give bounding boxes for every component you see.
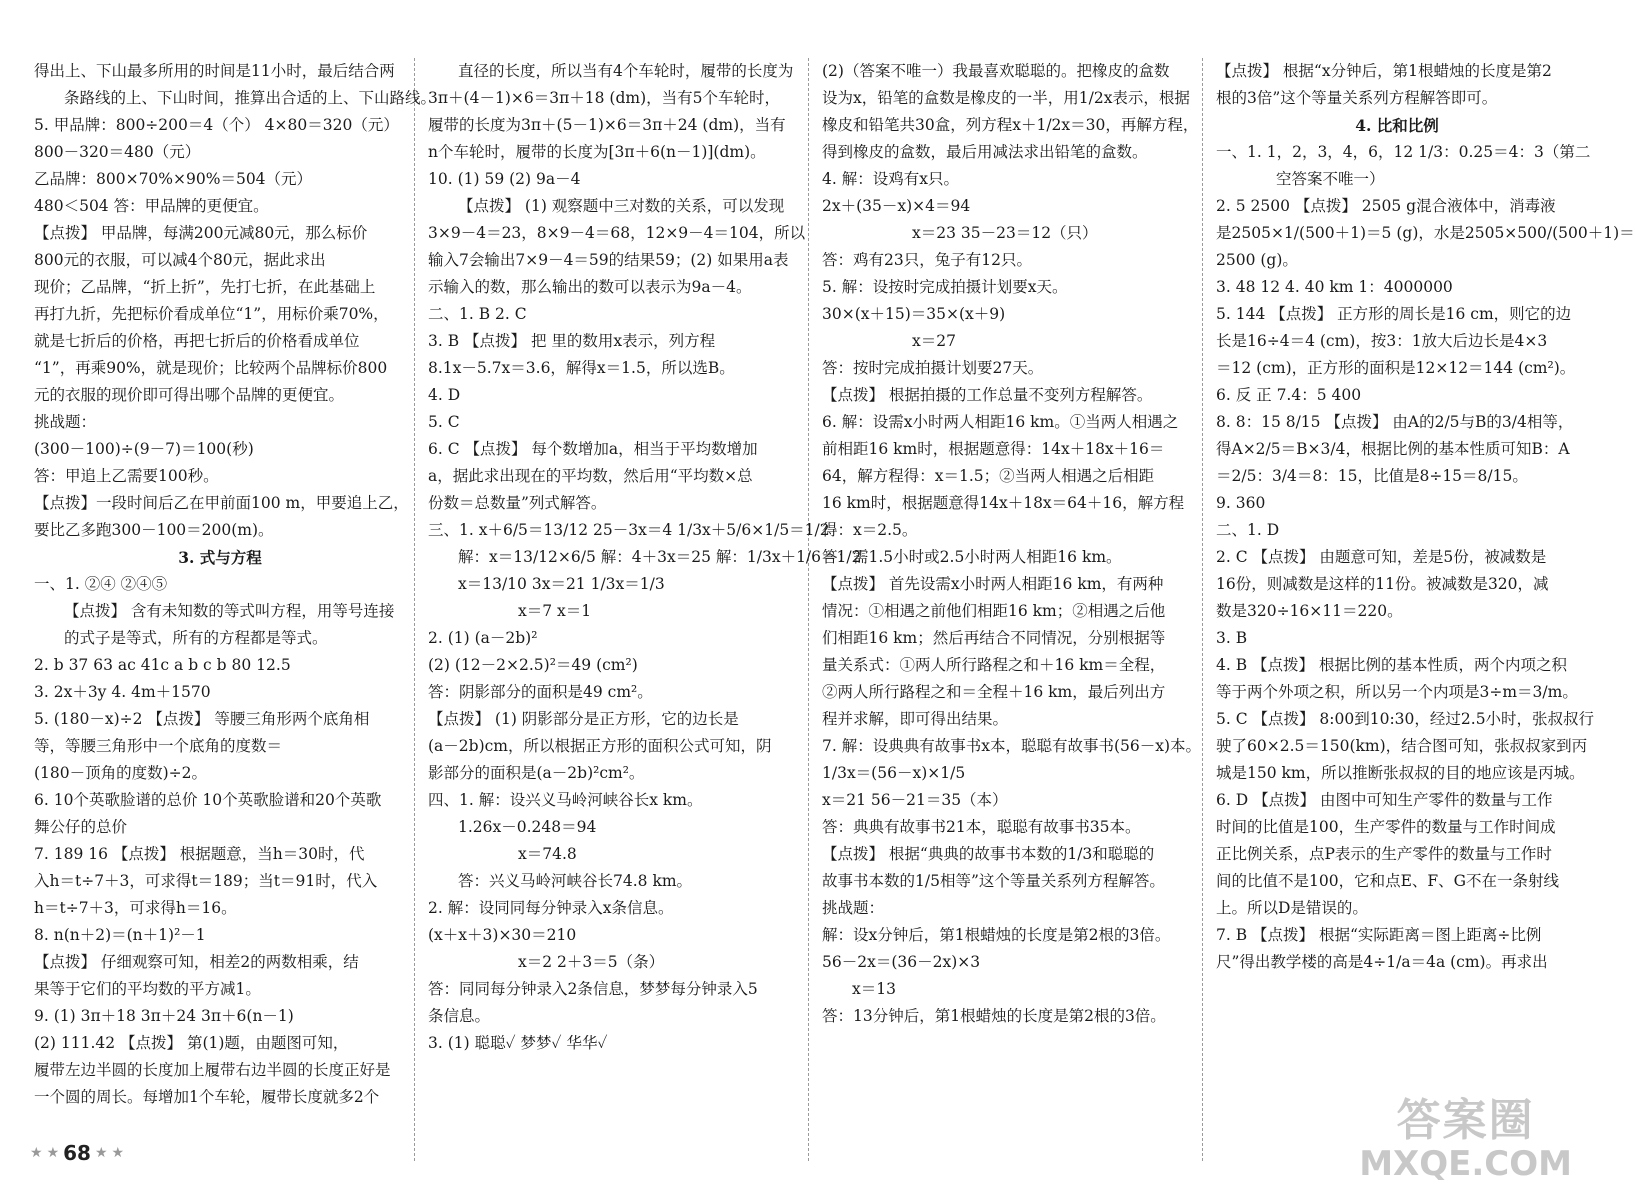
answer-line: 800－320＝480（元） <box>34 143 201 161</box>
star-icon: ★ <box>111 1145 125 1161</box>
answer-line: 时间的比值是100，生产零件的数量与工作时间成 <box>1216 818 1556 836</box>
answer-line: 8. n(n＋2)＝(n＋1)²－1 <box>34 926 206 944</box>
answer-line: 条路线的上、下山时间，推算出合适的上、下山路线。 <box>64 89 437 107</box>
answer-line: 3×9－4＝23，8×9－4＝68，12×9－4＝104，所以 <box>428 224 806 242</box>
answer-line: 3. B 【点拨】 把 里的数用x表示，列方程 <box>428 332 716 350</box>
answer-line: 空答案不唯一） <box>1276 170 1385 188</box>
answer-line: x＝13 <box>852 980 896 998</box>
answer-line: 1/3x＝(56－x)×1/5 <box>822 764 966 782</box>
answer-line: (x＋x＋3)×30＝210 <box>428 926 577 944</box>
answer-line: (180－顶角的度数)÷2。 <box>34 764 208 782</box>
answer-line: 三、1. x＋6/5＝13/12 25－3x＝4 1/3x＋5/6×1/5＝1/2 <box>428 521 830 539</box>
answer-line: 5. (180－x)÷2 【点拨】 等腰三角形两个底角相 <box>34 710 370 728</box>
answer-line: 现价；乙品牌，“折上折”，先打七折，在此基础上 <box>34 278 376 296</box>
answer-line: 上。所以D是错误的。 <box>1216 899 1368 917</box>
answer-line: 4. B 【点拨】 根据比例的基本性质，两个内项之积 <box>1216 656 1567 674</box>
answer-line: 一个圆的周长。每增加1个车轮，履带长度就多2个 <box>34 1088 380 1106</box>
column-divider <box>808 58 809 1161</box>
answer-line: 2. C 【点拨】 由题意可知，差是5份，被减数是 <box>1216 548 1547 566</box>
answer-line: 5. C 【点拨】 8:00到10:30，经过2.5小时，张叔叔行 <box>1216 710 1595 728</box>
answer-line: 解：设x分钟后，第1根蜡烛的长度是第2根的3倍。 <box>822 926 1171 944</box>
answer-line: 6. 反 正 7.4：5 400 <box>1216 386 1362 404</box>
answer-line: 得到橡皮的盒数，最后用减法求出铅笔的盒数。 <box>822 143 1148 161</box>
answer-line: (a－2b)cm，所以根据正方形的面积公式可知，阴 <box>428 737 772 755</box>
answer-line: 【点拨】 首先设需x小时两人相距16 km，有两种 <box>822 575 1164 593</box>
star-icon: ★ <box>94 1145 108 1161</box>
answer-line: 答：鸡有23只，兔子有12只。 <box>822 251 1032 269</box>
answer-line: 2. 5 2500 【点拨】 2505 g混合液体中，消毒液 <box>1216 197 1556 215</box>
answer-line: x＝13/10 3x＝21 1/3x＝1/3 <box>458 575 665 593</box>
answer-line: x＝74.8 <box>518 845 577 863</box>
answer-line: 故事书本数的1/5相等”这个等量关系列方程解答。 <box>822 872 1165 890</box>
answer-line: 【点拨】 (1) 阴影部分是正方形，它的边长是 <box>428 710 739 728</box>
answer-line: 二、1. B 2. C <box>428 305 527 323</box>
answer-column-1 <box>30 58 437 1191</box>
answer-line: 数是320÷16×11＝220。 <box>1216 602 1403 620</box>
answer-line: 履带的长度为3π＋(5－1)×6＝3π＋24 (dm)，当有 <box>428 116 786 134</box>
answer-line: 等于两个外项之积，所以另一个内项是3÷m＝3/m。 <box>1216 683 1578 701</box>
answer-line: 6. C 【点拨】 每个数增加a，相当于平均数增加 <box>428 440 758 458</box>
answer-line: 舞公仔的总价 <box>34 818 128 836</box>
answer-line: 【点拨】 (1) 观察题中三对数的关系，可以发现 <box>458 197 785 215</box>
answer-line: 800元的衣服，可以减4个80元，据此求出 <box>34 251 326 269</box>
answer-line: 2x＋(35－x)×4＝94 <box>822 197 971 215</box>
answer-column-4 <box>1212 58 1635 1191</box>
answer-line: 橡皮和铅笔共30盒，列方程x＋1/2x＝30，再解方程， <box>822 116 1199 134</box>
answer-line: (2) (12－2×2.5)²＝49 (cm²) <box>428 656 638 674</box>
answer-line: 6. D 【点拨】 由图中可知生产零件的数量与工作 <box>1216 791 1553 809</box>
answer-line: 2500 (g)。 <box>1216 251 1298 269</box>
answer-line: 【点拨】一段时间后乙在甲前面100 m，甲要追上乙， <box>34 494 409 512</box>
answer-line: 根的3倍”这个等量关系列方程解答即可。 <box>1216 89 1498 107</box>
answer-line: 6. 解：设需x小时两人相距16 km。①当两人相遇之 <box>822 413 1179 431</box>
watermark-url: MXQE.COM <box>1359 1143 1572 1184</box>
answer-line: 56－2x＝(36－2x)×3 <box>822 953 981 971</box>
answer-line: 7. 189 16 【点拨】 根据题意，当h＝30时，代 <box>34 845 365 863</box>
answer-line: 9. (1) 3π＋18 3π＋24 3π＋6(n－1) <box>34 1007 294 1025</box>
answer-line: x＝7 x＝1 <box>518 602 592 620</box>
answer-line: 5. 甲品牌：800÷200＝4（个） 4×80＝320（元） <box>34 116 399 134</box>
answer-line: 情况：①相遇之前他们相距16 km；②相遇之后他 <box>822 602 1166 620</box>
answer-line: 示输入的数，那么输出的数可以表示为9a－4。 <box>428 278 752 296</box>
answer-line: 480＜504 答：甲品牌的更便宜。 <box>34 197 269 215</box>
answer-line: 16份，则减数是这样的11份。被减数是320，减 <box>1216 575 1549 593</box>
answer-line: x＝2 2＋3＝5（条） <box>518 953 665 971</box>
answer-line: 二、1. D <box>1216 521 1280 539</box>
answer-line: 4. D <box>428 386 461 404</box>
answer-line: 7. 解：设典典有故事书x本，聪聪有故事书(56－x)本。 <box>822 737 1202 755</box>
answer-line: 解：x＝13/12×6/5 解：4＋3x＝25 解：1/3x＋1/6＝1/2 <box>458 548 862 566</box>
answer-line: 们相距16 km；然后再结合不同情况，分别根据等 <box>822 629 1166 647</box>
answer-line: 5. C <box>428 413 460 431</box>
section-title: 3. 式与方程 <box>178 548 262 567</box>
answer-line: 5. 144 【点拨】 正方形的周长是16 cm，则它的边 <box>1216 305 1572 323</box>
answer-line: 就是七折后的价格，再把七折后的价格看成单位 <box>34 332 360 350</box>
column-divider <box>414 58 415 1161</box>
answer-line: 程并求解，即可得出结果。 <box>822 710 1009 728</box>
answer-line: 3π＋(4－1)×6＝3π＋18 (dm)，当有5个车轮时， <box>428 89 780 107</box>
answer-line: 1.26x－0.248＝94 <box>458 818 597 836</box>
answer-line: 8. 8：15 8/15 【点拨】 由A的2/5与B的3/4相等， <box>1216 413 1574 431</box>
answer-line: (2)（答案不唯一）我最喜欢聪聪的。把橡皮的盒数 <box>822 62 1170 80</box>
answer-line: 答：按时完成拍摄计划要27天。 <box>822 359 1044 377</box>
watermark-logo <box>1359 1097 1572 1183</box>
answer-line: 7. B 【点拨】 根据“实际距离＝图上距离÷比例 <box>1216 926 1542 944</box>
answer-line: 元的衣服的现价即可得出哪个品牌的更便宜。 <box>34 386 345 404</box>
answer-line: 等，等腰三角形中一个底角的度数＝ <box>34 737 283 755</box>
answer-line: (300－100)÷(9－7)＝100(秒) <box>34 440 254 458</box>
answer-line: 尺”得出教学楼的高是4÷1/a＝4a (cm)。再求出 <box>1216 953 1548 971</box>
answer-line: 要比乙多跑300－100＝200(m)。 <box>34 521 274 539</box>
answer-line: h＝t÷7＋3，可求得h＝16。 <box>34 899 237 917</box>
answer-column-3 <box>818 58 1202 1191</box>
answer-line: 正比例关系，点P表示的生产零件的数量与工作时 <box>1216 845 1552 863</box>
star-icon: ★ <box>46 1145 60 1161</box>
answer-line: 份数＝总数量”列式解答。 <box>428 494 607 512</box>
answer-line: 答：阴影部分的面积是49 cm²。 <box>428 683 653 701</box>
answer-line: 8.1x－5.7x＝3.6，解得x＝1.5，所以选B。 <box>428 359 735 377</box>
answer-line: 2. (1) (a－2b)² <box>428 629 538 647</box>
column-divider <box>1202 58 1203 1161</box>
answer-line: 30×(x＋15)＝35×(x＋9) <box>822 305 1006 323</box>
answer-line: 答：兴义马岭河峡谷长74.8 km。 <box>458 872 693 890</box>
answer-line: 前相距16 km时，根据题意得：14x＋18x＋16＝ <box>822 440 1165 458</box>
answer-line: 16 km时，根据题意得14x＋18x＝64＋16，解方程 <box>822 494 1185 512</box>
answer-line: 挑战题： <box>34 413 97 431</box>
answer-line: 影部分的面积是(a－2b)²cm²。 <box>428 764 645 782</box>
answer-line: 【点拨】 根据“典典的故事书本数的1/3和聪聪的 <box>822 845 1155 863</box>
answer-line: 四、1. 解：设兴义马岭河峡谷长x km。 <box>428 791 703 809</box>
answer-line: 2. 解：设同同每分钟录入x条信息。 <box>428 899 674 917</box>
answer-line: ＝2/5：3/4＝8：15，比值是8÷15＝8/15。 <box>1216 467 1528 485</box>
answer-line: x＝27 <box>912 332 956 350</box>
answer-line: 答：需1.5小时或2.5小时两人相距16 km。 <box>822 548 1122 566</box>
answer-line: 2. b 37 63 ac 41c a b c b 80 12.5 <box>34 656 291 674</box>
answer-line: 条信息。 <box>428 1007 491 1025</box>
answer-line: 10. (1) 59 (2) 9a－4 <box>428 170 581 188</box>
answer-line: 5. 解：设按时完成拍摄计划要x天。 <box>822 278 1068 296</box>
answer-line: 【点拨】 含有未知数的等式叫方程，用等号连接 <box>64 602 395 620</box>
answer-line: 一、1. 1，2，3，4，6，12 1/3：0.25＝4：3（第二 <box>1216 143 1591 161</box>
answer-line: 答：甲追上乙需要100秒。 <box>34 467 219 485</box>
answer-line: 履带左边半圆的长度加上履带右边半圆的长度正好是 <box>34 1061 391 1079</box>
answer-line: 6. 10个英歌脸谱的总价 10个英歌脸谱和20个英歌 <box>34 791 382 809</box>
answer-line: 果等于它们的平均数的平方减1。 <box>34 980 261 998</box>
answer-line: 【点拨】 根据拍摄的工作总量不变列方程解答。 <box>822 386 1153 404</box>
answer-line: ②两人所行路程之和＝全程＋16 km，最后列出方 <box>822 683 1166 701</box>
answer-line: x＝21 56－21＝35（本） <box>822 791 1008 809</box>
answer-line: 城是150 km，所以推断张叔叔的目的地应该是丙城。 <box>1216 764 1585 782</box>
star-icon: ★ <box>30 1145 43 1161</box>
answer-line: 得A×2/5＝B×3/4，根据比例的基本性质可知B：A <box>1216 440 1570 458</box>
answer-line: 直径的长度，所以当有4个车轮时，履带的长度为 <box>458 62 794 80</box>
answer-line: 答：同同每分钟录入2条信息，梦梦每分钟录入5 <box>428 980 758 998</box>
watermark-text: 答案圈 <box>1396 1095 1535 1147</box>
answer-line: 的式子是等式，所有的方程都是等式。 <box>64 629 328 647</box>
answer-line: 是2505×1/(500＋1)＝5 (g)，水是2505×500/(500＋1)＝ <box>1216 224 1635 242</box>
page-footer <box>30 1140 124 1167</box>
answer-line: 3. B <box>1216 629 1248 647</box>
answer-line: “1”，再乘90%，就是现价；比较两个品牌标价800 <box>34 359 388 377</box>
answer-line: 【点拨】 仔细观察可知，相差2的两数相乘，结 <box>34 953 359 971</box>
answer-line: 驶了60×2.5＝150(km)，结合图可知，张叔叔家到丙 <box>1216 737 1588 755</box>
answer-line: 3. (1) 聪聪✓ 梦梦✓ 华华✓ <box>428 1034 608 1052</box>
page-number: 68 <box>63 1141 91 1165</box>
answer-line: 3. 48 12 4. 40 km 1：4000000 <box>1216 278 1453 296</box>
answer-line: 设为x，铅笔的盒数是橡皮的一半，用1/2x表示，根据 <box>822 89 1190 107</box>
answer-line: 【点拨】 甲品牌，每满200元减80元，那么标价 <box>34 224 368 242</box>
answer-line: 4. 解：设鸡有x只。 <box>822 170 959 188</box>
answer-line: 得：x＝2.5。 <box>822 521 918 539</box>
answer-line: n个车轮时，履带的长度为[3π＋6(n－1)](dm)。 <box>428 143 766 161</box>
answer-line: 入h＝t÷7＋3，可求得t＝189；当t＝91时，代入 <box>34 872 378 890</box>
answer-line: ＝12 (cm)，正方形的面积是12×12＝144 (cm²)。 <box>1216 359 1576 377</box>
section-title: 4. 比和比例 <box>1355 116 1439 135</box>
answer-line: 3. 2x＋3y 4. 4m＋1570 <box>34 683 211 701</box>
answer-line: (2) 111.42 【点拨】 第(1)题，由题图可知， <box>34 1034 349 1052</box>
answer-line: a，据此求出现在的平均数，然后用“平均数×总 <box>428 467 753 485</box>
answer-line: 答：典典有故事书21本，聪聪有故事书35本。 <box>822 818 1141 836</box>
answer-line: 量关系式：①两人所行路程之和＋16 km＝全程， <box>822 656 1166 674</box>
answer-line: 一、1. ②④ ②④⑤ <box>34 575 168 593</box>
answer-line: 9. 360 <box>1216 494 1266 512</box>
answer-line: 乙品牌：800×70%×90%＝504（元） <box>34 170 313 188</box>
answer-line: 输入7会输出7×9－4＝59的结果59；(2) 如果用a表 <box>428 251 789 269</box>
answer-line: 间的比值不是100，它和点E、F、G不在一条射线 <box>1216 872 1560 890</box>
answer-line: x＝23 35－23＝12（只） <box>912 224 1098 242</box>
answer-line: 得出上、下山最多所用的时间是11小时，最后结合两 <box>34 62 395 80</box>
answer-line: 挑战题： <box>822 899 885 917</box>
answer-line: 【点拨】 根据“x分钟后，第1根蜡烛的长度是第2 <box>1216 62 1552 80</box>
answer-line: 答：13分钟后，第1根蜡烛的长度是第2根的3倍。 <box>822 1007 1166 1025</box>
answer-line: 长是16÷4＝4 (cm)，按3：1放大后边长是4×3 <box>1216 332 1548 350</box>
answer-line: 再打九折，先把标价看成单位“1”，用标价乘70%， <box>34 305 389 323</box>
answer-line: 64，解方程得：x＝1.5；②当两人相遇之后相距 <box>822 467 1155 485</box>
